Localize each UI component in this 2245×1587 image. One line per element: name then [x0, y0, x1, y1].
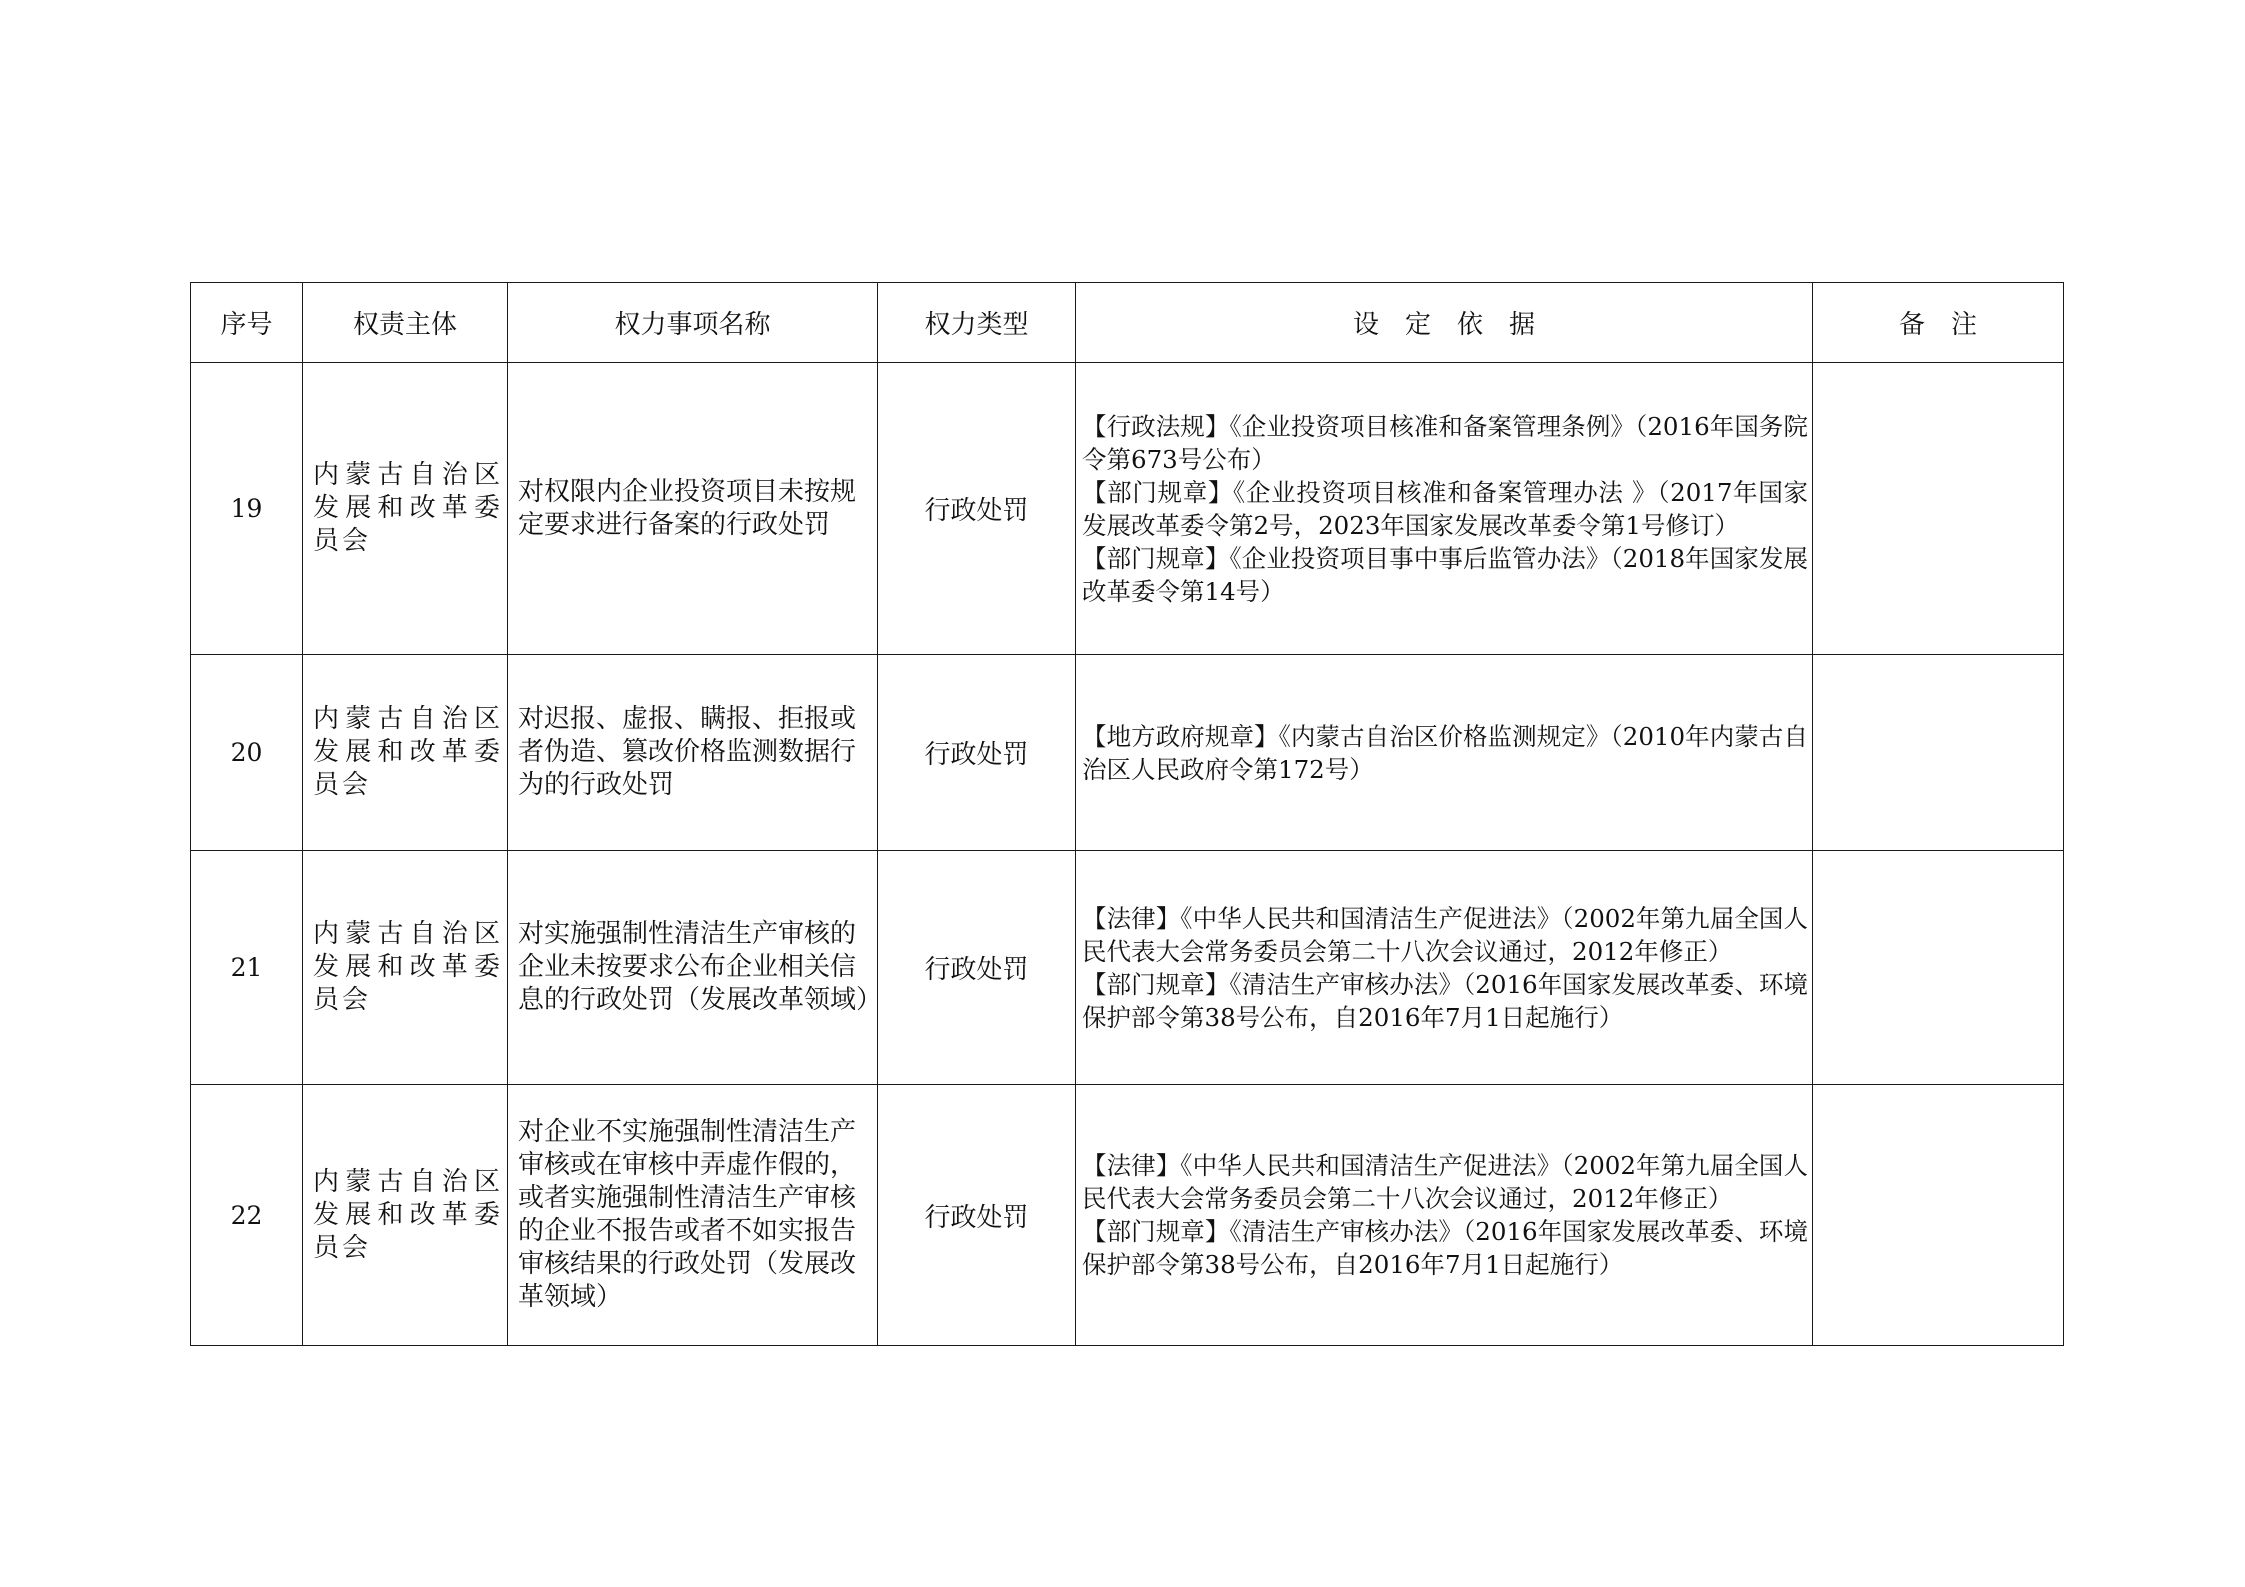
responsible-subject: 内蒙古自治区发展和改革委员会 [303, 655, 508, 851]
note-cell [1813, 363, 2064, 655]
row-number: 19 [191, 363, 303, 655]
table-row [191, 363, 2064, 655]
legal-basis [1076, 363, 1813, 655]
table-header [191, 283, 2064, 363]
header-legal-basis: 设 定 依 据 [1076, 283, 1813, 363]
note-cell [1813, 655, 2064, 851]
header-item-name: 权力事项名称 [508, 283, 878, 363]
legal-basis [1076, 851, 1813, 1085]
header-power-type: 权力类型 [878, 283, 1076, 363]
power-item-name: 对实施强制性清洁生产审核的企业未按要求公布企业相关信息的行政处罚（发展改革领域） [508, 851, 878, 1085]
table-row [191, 1085, 2064, 1346]
power-item-name: 对企业不实施强制性清洁生产审核或在审核中弄虚作假的，或者实施强制性清洁生产审核的企业不报告或者不如实报告审核结果的行政处罚（发展改革领域） [508, 1085, 878, 1346]
legal-basis-entry: 【部门规章】《企业投资项目核准和备案管理办法 》（2017年国家发展改革委令第2号，2023年国家发展改革委令第1号修订） [1082, 477, 1808, 540]
note-cell [1813, 1085, 2064, 1346]
legal-basis-entry: 【地方政府规章】《内蒙古自治区价格监测规定》（2010年内蒙古自治区人民政府令第172号） [1082, 721, 1808, 784]
legal-basis-entry: 【部门规章】《清洁生产审核办法》（2016年国家发展改革委、环境保护部令第38号公布，自2016年7月1日起施行） [1082, 969, 1808, 1032]
power-type: 行政处罚 [878, 1085, 1076, 1346]
responsible-subject: 内蒙古自治区发展和改革委员会 [303, 363, 508, 655]
header-row [191, 283, 2064, 363]
row-number: 22 [191, 1085, 303, 1346]
responsible-subject: 内蒙古自治区发展和改革委员会 [303, 1085, 508, 1346]
power-list-table [190, 282, 2064, 1346]
legal-basis-entry: 【部门规章】《清洁生产审核办法》（2016年国家发展改革委、环境保护部令第38号公布，自2016年7月1日起施行） [1082, 1217, 1808, 1279]
note-cell [1813, 851, 2064, 1085]
power-type: 行政处罚 [878, 363, 1076, 655]
header-subject: 权责主体 [303, 283, 508, 363]
header-num: 序号 [191, 283, 303, 363]
power-type: 行政处罚 [878, 655, 1076, 851]
power-item-name: 对迟报、虚报、瞒报、拒报或者伪造、篡改价格监测数据行为的行政处罚 [508, 655, 878, 851]
row-number: 20 [191, 655, 303, 851]
legal-basis-entry: 【法律】《中华人民共和国清洁生产促进法》（2002年第九届全国人民代表大会常务委员会第二十八次会议通过，2012年修正） [1082, 1151, 1808, 1213]
responsible-subject: 内蒙古自治区发展和改革委员会 [303, 851, 508, 1085]
legal-basis [1076, 655, 1813, 851]
table-body [191, 363, 2064, 1346]
power-item-name: 对权限内企业投资项目未按规定要求进行备案的行政处罚 [508, 363, 878, 655]
legal-basis-entry: 【行政法规】《企业投资项目核准和备案管理条例》（2016年国务院令第673号公布） [1082, 411, 1808, 474]
power-type: 行政处罚 [878, 851, 1076, 1085]
table-row [191, 851, 2064, 1085]
header-note: 备 注 [1813, 283, 2064, 363]
row-number: 21 [191, 851, 303, 1085]
table-row [191, 655, 2064, 851]
legal-basis-entry: 【部门规章】《企业投资项目事中事后监管办法》（2018年国家发展改革委令第14号） [1082, 543, 1808, 606]
legal-basis [1076, 1085, 1813, 1346]
legal-basis-entry: 【法律】《中华人民共和国清洁生产促进法》（2002年第九届全国人民代表大会常务委员会第二十八次会议通过，2012年修正） [1082, 903, 1808, 966]
